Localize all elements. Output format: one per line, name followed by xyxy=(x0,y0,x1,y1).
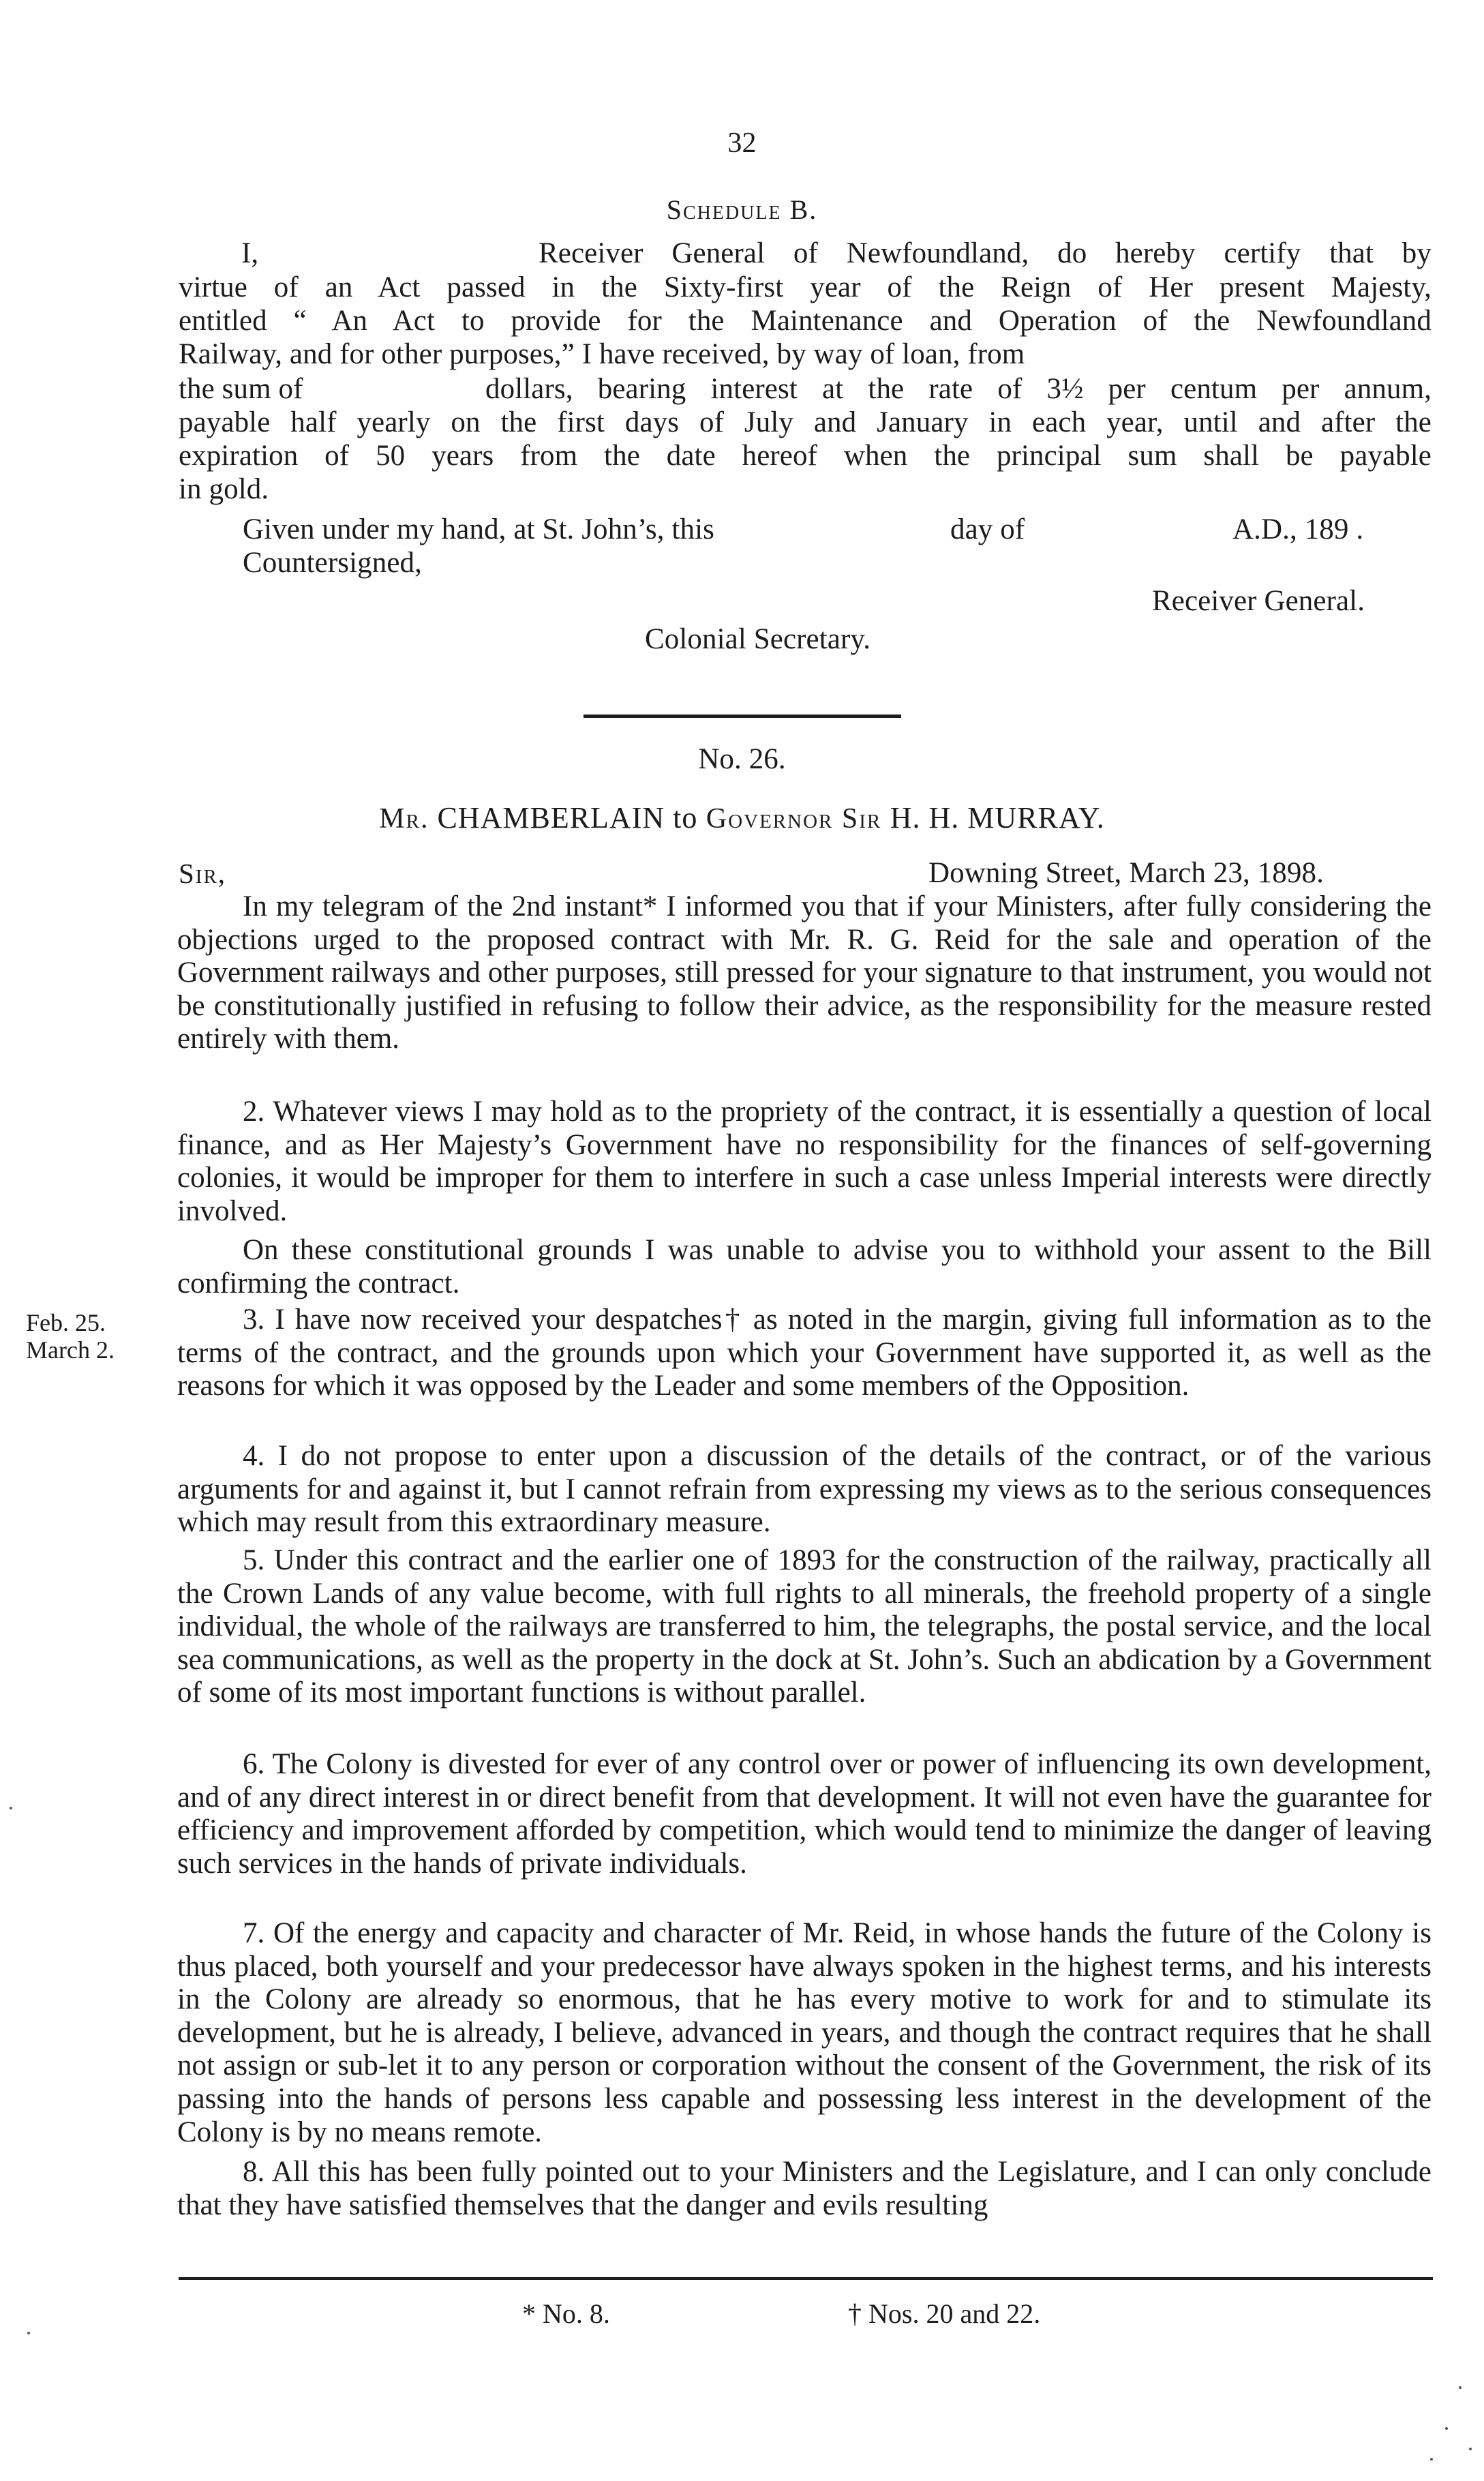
section-divider xyxy=(584,715,901,718)
page-number: 32 xyxy=(727,127,757,159)
salutation: Sir, xyxy=(179,858,227,889)
schedule-line3: entitled “ An Act to provide for the Maintenance and Operation of the Newfoundland xyxy=(179,305,1432,337)
schedule-line7: expiration of 50 years from the date hereof when the principal sum shall be payable xyxy=(179,440,1432,472)
paragraph-7: 7. Of the energy and capacity and character of Mr. Reid, in whose hands the future of the Colony is thus placed, both yourself and your predecessor have always spoken in the highest terms, and his interests in the Colony are already so enormous, that he has every motive to work for and to stimulate its development, but he is already, I believe, advanced in years, and though the contract requires that he shall not assign or sub-let it to any person or corporation without the consent of the Government, the risk of its passing into the hands of persons less capable and possessing less interest in the development of the Colony is by no means remote. xyxy=(177,1917,1432,2148)
schedule-heading: Schedule B. xyxy=(666,194,818,225)
place-date: Downing Street, March 23, 1898. xyxy=(928,857,1324,889)
scan-speck xyxy=(1459,2386,1462,2389)
paragraph-2-continued: On these constitutional grounds I was unable to advise you to withhold your assent to the Bill confirming the contract. xyxy=(177,1234,1432,1299)
letter-number: No. 26. xyxy=(698,743,786,775)
scan-speck xyxy=(1445,2427,1448,2430)
schedule-line8: in gold. xyxy=(179,473,269,505)
title-mr: Mr. xyxy=(379,803,429,834)
paragraph-3: 3. I have now received your despatches† as noted in the margin, giving full information as to the terms of the contract, and the grounds upon which your Government have supported it, as well as the reasons for which it was opposed by the Leader and some members of the Opposition. xyxy=(177,1304,1432,1402)
margin-note-march: March 2. xyxy=(26,1336,115,1364)
schedule-line1-right: Receiver General of Newfoundland, do hereby certify that by xyxy=(539,237,1432,269)
footnote-2: † Nos. 20 and 22. xyxy=(848,2298,1041,2329)
schedule-line2: virtue of an Act passed in the Sixty-first year of the Reign of Her present Majesty, xyxy=(179,271,1432,303)
schedule-line5-left: the sum of xyxy=(179,373,303,405)
given-day-of: day of xyxy=(950,513,1025,545)
title-to: to xyxy=(673,801,698,834)
footnote-1: * No. 8. xyxy=(522,2298,610,2329)
scan-speck xyxy=(1430,2458,1433,2461)
schedule-line4: Railway, and for other purposes,” I have received, by way of loan, from xyxy=(179,338,1025,370)
colonial-secretary-signature: Colonial Secretary. xyxy=(645,623,871,655)
scan-speck xyxy=(1469,2448,1472,2450)
title-governor: Governor Sir xyxy=(697,803,890,834)
title-murray: H. H. MURRAY. xyxy=(890,801,1105,834)
paragraph-5: 5. Under this contract and the earlier one of 1893 for the construction of the railway, practically all the Crown Lands of any value become, with full rights to all minerals, the freehold property of a single individual, the whole of the railways are transferred to him, the telegraphs, the postal service, and the local sea communications, as well as the property in the dock at St. John’s. Such an abdication by a Government of some of its most important functions is without parallel. xyxy=(177,1544,1432,1709)
paragraph-4: 4. I do not propose to enter upon a discussion of the details of the contract, or of the various arguments for and against it, but I cannot refrain from expressing my views as to the serious consequences which may result from this extraordinary measure. xyxy=(177,1440,1432,1539)
paragraph-6: 6. The Colony is divested for ever of any control over or power of influencing its own development, and of any direct interest in or direct benefit from that development. It will not even have the guarantee for efficiency and improvement afforded by competition, which would tend to minimize the danger of leaving such services in the hands of private individuals. xyxy=(177,1748,1432,1880)
paragraph-8: 8. All this has been fully pointed out to your Ministers and the Legislature, and I can only conclude that they have satisfied themselves that the danger and evils resulting xyxy=(177,2156,1432,2221)
given-under-hand: Given under my hand, at St. John’s, this xyxy=(243,513,714,545)
schedule-line5-right: dollars, bearing interest at the rate of 3½ per centum per annum, xyxy=(485,373,1432,405)
given-ad-year: A.D., 189 . xyxy=(1232,513,1364,545)
footnote-rule xyxy=(179,2277,1433,2280)
letter-title xyxy=(0,802,1484,836)
scan-speck xyxy=(27,2332,30,2334)
paragraph-2: 2. Whatever views I may hold as to the propriety of the contract, it is essentially a question of local finance, and as Her Majesty’s Government have no responsibility for the finances of self-governing colonies, it would be improper for them to interfere in such a case unless Imperial interests were directly involved. xyxy=(177,1096,1432,1227)
schedule-line6: payable half yearly on the first days of July and January in each year, until and after the xyxy=(179,406,1432,438)
countersigned: Countersigned, xyxy=(243,547,422,579)
title-chamberlain: CHAMBERLAIN xyxy=(429,801,673,834)
schedule-line1-left: I, xyxy=(241,237,259,269)
scan-speck xyxy=(10,1807,12,1809)
receiver-general-signature: Receiver General. xyxy=(1152,585,1365,617)
paragraph-1: In my telegram of the 2nd instant* I informed you that if your Ministers, after fully considering the objections urged to the proposed contract with Mr. R. G. Reid for the sale and operation of the Government railways and other purposes, still pressed for your signature to that instrument, you would not be constitutionally justified in refusing to follow their advice, as the responsibility for the measure rested entirely with them. xyxy=(177,890,1432,1055)
margin-note-feb: Feb. 25. xyxy=(26,1309,106,1336)
